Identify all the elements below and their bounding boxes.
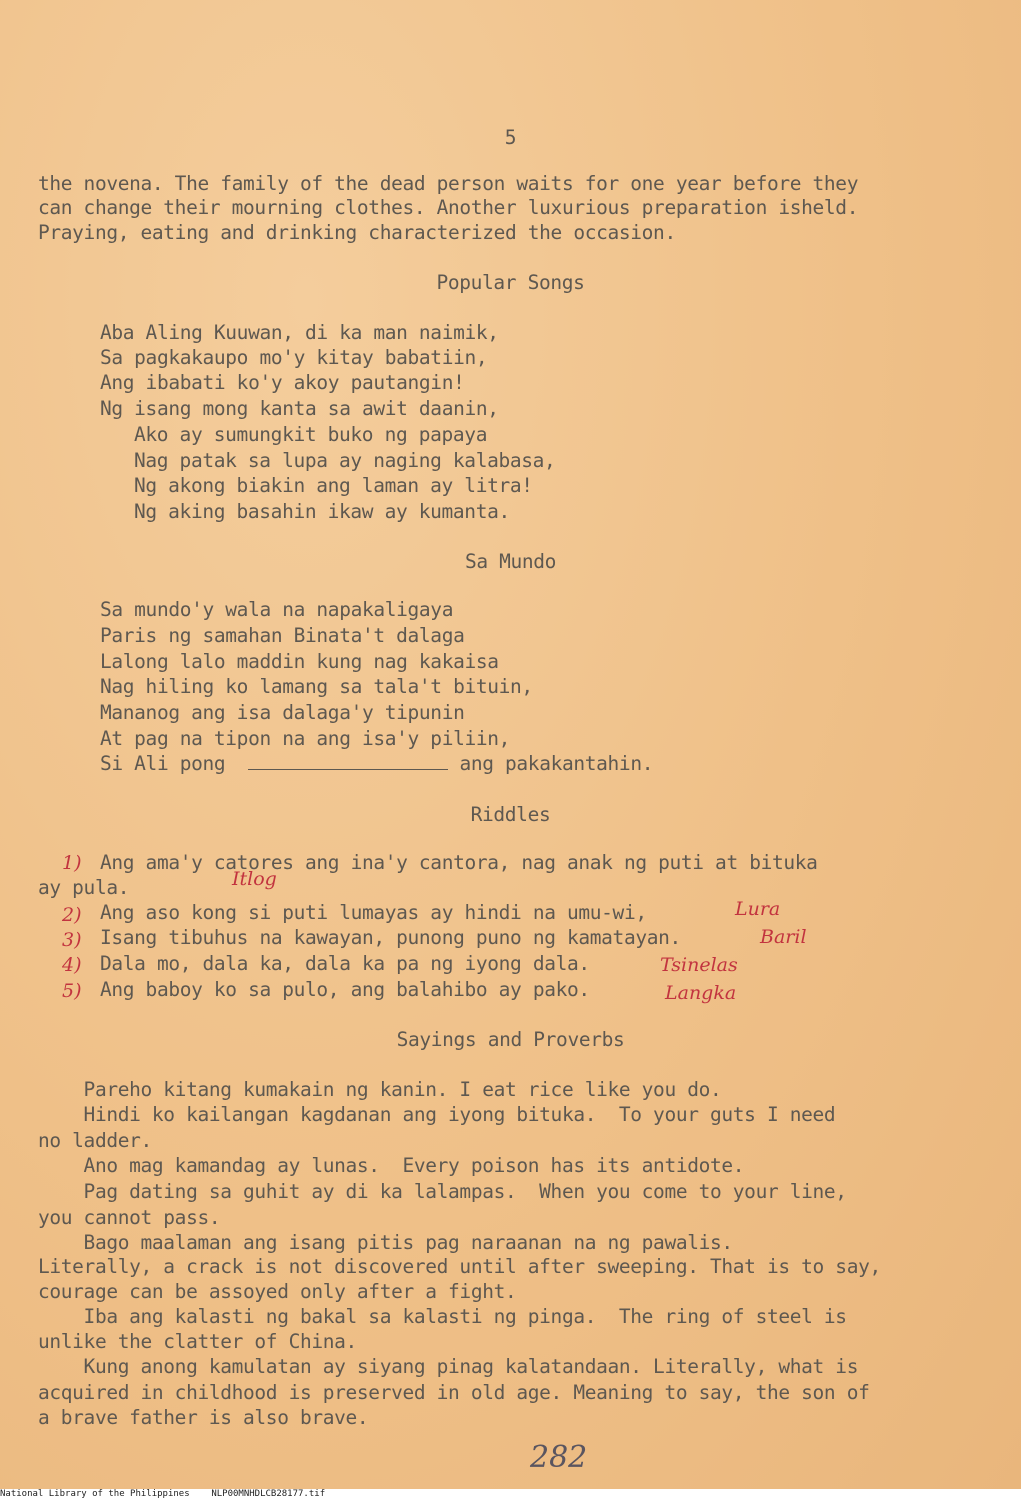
song-line: Nag patak sa lupa ay naging kalabasa, <box>134 449 556 472</box>
riddle-text: Dala mo, dala ka, dala ka pa ng iyong dala. <box>100 952 590 975</box>
song-line: Ang ibabati ko'y akoy pautangin! <box>100 371 465 394</box>
section-heading-sayings: Sayings and Proverbs <box>396 1028 625 1051</box>
riddle-answer: Itlog <box>232 868 277 890</box>
song-line-start: Si Ali pong <box>100 752 226 775</box>
riddle-number: 2) <box>62 904 82 926</box>
saying-line: Pareho kitang kumakain ng kanin. I eat rice like you do. <box>38 1078 722 1101</box>
riddle-text-continued: ay pula. <box>38 876 130 899</box>
song-last-line <box>100 754 653 774</box>
saying-line: unlike the clatter of China. <box>38 1330 357 1353</box>
riddle-text: Ang baboy ko sa pulo, ang balahibo ay pako. <box>100 978 590 1001</box>
song-line: Ako ay sumungkit buko ng papaya <box>134 423 488 446</box>
riddle-text: Isang tibuhus na kawayan, punong puno ng kamatayan. <box>100 926 681 949</box>
song-line-end: ang pakakantahin. <box>459 752 654 775</box>
saying-line: Ano mag kamandag ay lunas. Every poison has its antidote. <box>38 1154 745 1177</box>
saying-line: a brave father is also brave. <box>38 1406 369 1429</box>
song-line: At pag na tipon na ang isa'y piliin, <box>100 727 511 750</box>
song-line: Lalong lalo maddin kung nag kakaisa <box>100 650 499 673</box>
intro-line: can change their mourning clothes. Another luxurious preparation isheld. <box>38 196 859 219</box>
song-line: Paris ng samahan Binata't dalaga <box>100 624 465 647</box>
song-line: Mananog ang isa dalaga'y tipunin <box>100 701 465 724</box>
riddle-text: Ang aso kong si puti lumayas ay hindi na umu-wi, <box>100 901 647 924</box>
fill-in-blank <box>248 757 448 770</box>
riddle-number: 4) <box>62 954 82 976</box>
saying-line: Hindi ko kailangan kagdanan ang iyong bituka. To your guts I need <box>38 1103 836 1126</box>
riddle-text: Ang ama'y catores ang ina'y cantora, nag anak ng puti at bituka <box>100 851 818 874</box>
riddle-number: 3) <box>62 929 82 951</box>
saying-line: Kung anong kamulatan ay siyang pinag kalatandaan. Literally, what is <box>38 1355 859 1378</box>
saying-line: Pag dating sa guhit ay di ka lalampas. When you come to your line, <box>38 1180 847 1203</box>
song-line: Ng aking basahin ikaw ay kumanta. <box>134 500 510 523</box>
section-heading-sa-mundo: Sa Mundo <box>464 550 557 573</box>
saying-line: courage can be assoyed only after a fight. <box>38 1280 517 1303</box>
intro-line: the novena. The family of the dead person waits for one year before they <box>38 172 859 195</box>
saying-line: you cannot pass. <box>38 1206 221 1229</box>
page-number: 5 <box>504 126 517 149</box>
song-line: Ng akong biakin ang laman ay litra! <box>134 474 533 497</box>
saying-line: Bago maalaman ang isang pitis pag naraanan na ng pawalis. <box>38 1231 733 1254</box>
riddle-number: 1) <box>62 852 82 874</box>
saying-line: acquired in childhood is preserved in old age. Meaning to say, the son of <box>38 1381 870 1404</box>
song-line: Aba Aling Kuuwan, di ka man naimik, <box>100 321 499 344</box>
archive-footer: National Library of the Philippines NLP00MNHDLCB28177.tif <box>0 1489 1021 1500</box>
intro-line: Praying, eating and drinking characterized the occasion. <box>38 221 676 244</box>
handwritten-page-number: 282 <box>530 1440 588 1475</box>
song-line: Nag hiling ko lamang sa tala't bituin, <box>100 675 533 698</box>
riddle-answer: Langka <box>665 982 737 1004</box>
section-heading-riddles: Riddles <box>470 803 551 826</box>
section-heading-popular-songs: Popular Songs <box>436 271 585 294</box>
song-line: Sa pagkakaupo mo'y kitay babatiin, <box>100 346 488 369</box>
song-line: Sa mundo'y wala na napakaligaya <box>100 598 454 621</box>
riddle-answer: Tsinelas <box>660 954 738 976</box>
riddle-answer: Baril <box>760 926 807 948</box>
saying-line: Iba ang kalasti ng bakal sa kalasti ng pinga. The ring of steel is <box>38 1305 847 1328</box>
saying-line: Literally, a crack is not discovered until after sweeping. That is to say, <box>38 1255 881 1278</box>
riddle-answer: Lura <box>735 898 781 920</box>
song-line: Ng isang mong kanta sa awit daanin, <box>100 397 499 420</box>
saying-line: no ladder. <box>38 1129 152 1152</box>
riddle-number: 5) <box>62 980 82 1002</box>
